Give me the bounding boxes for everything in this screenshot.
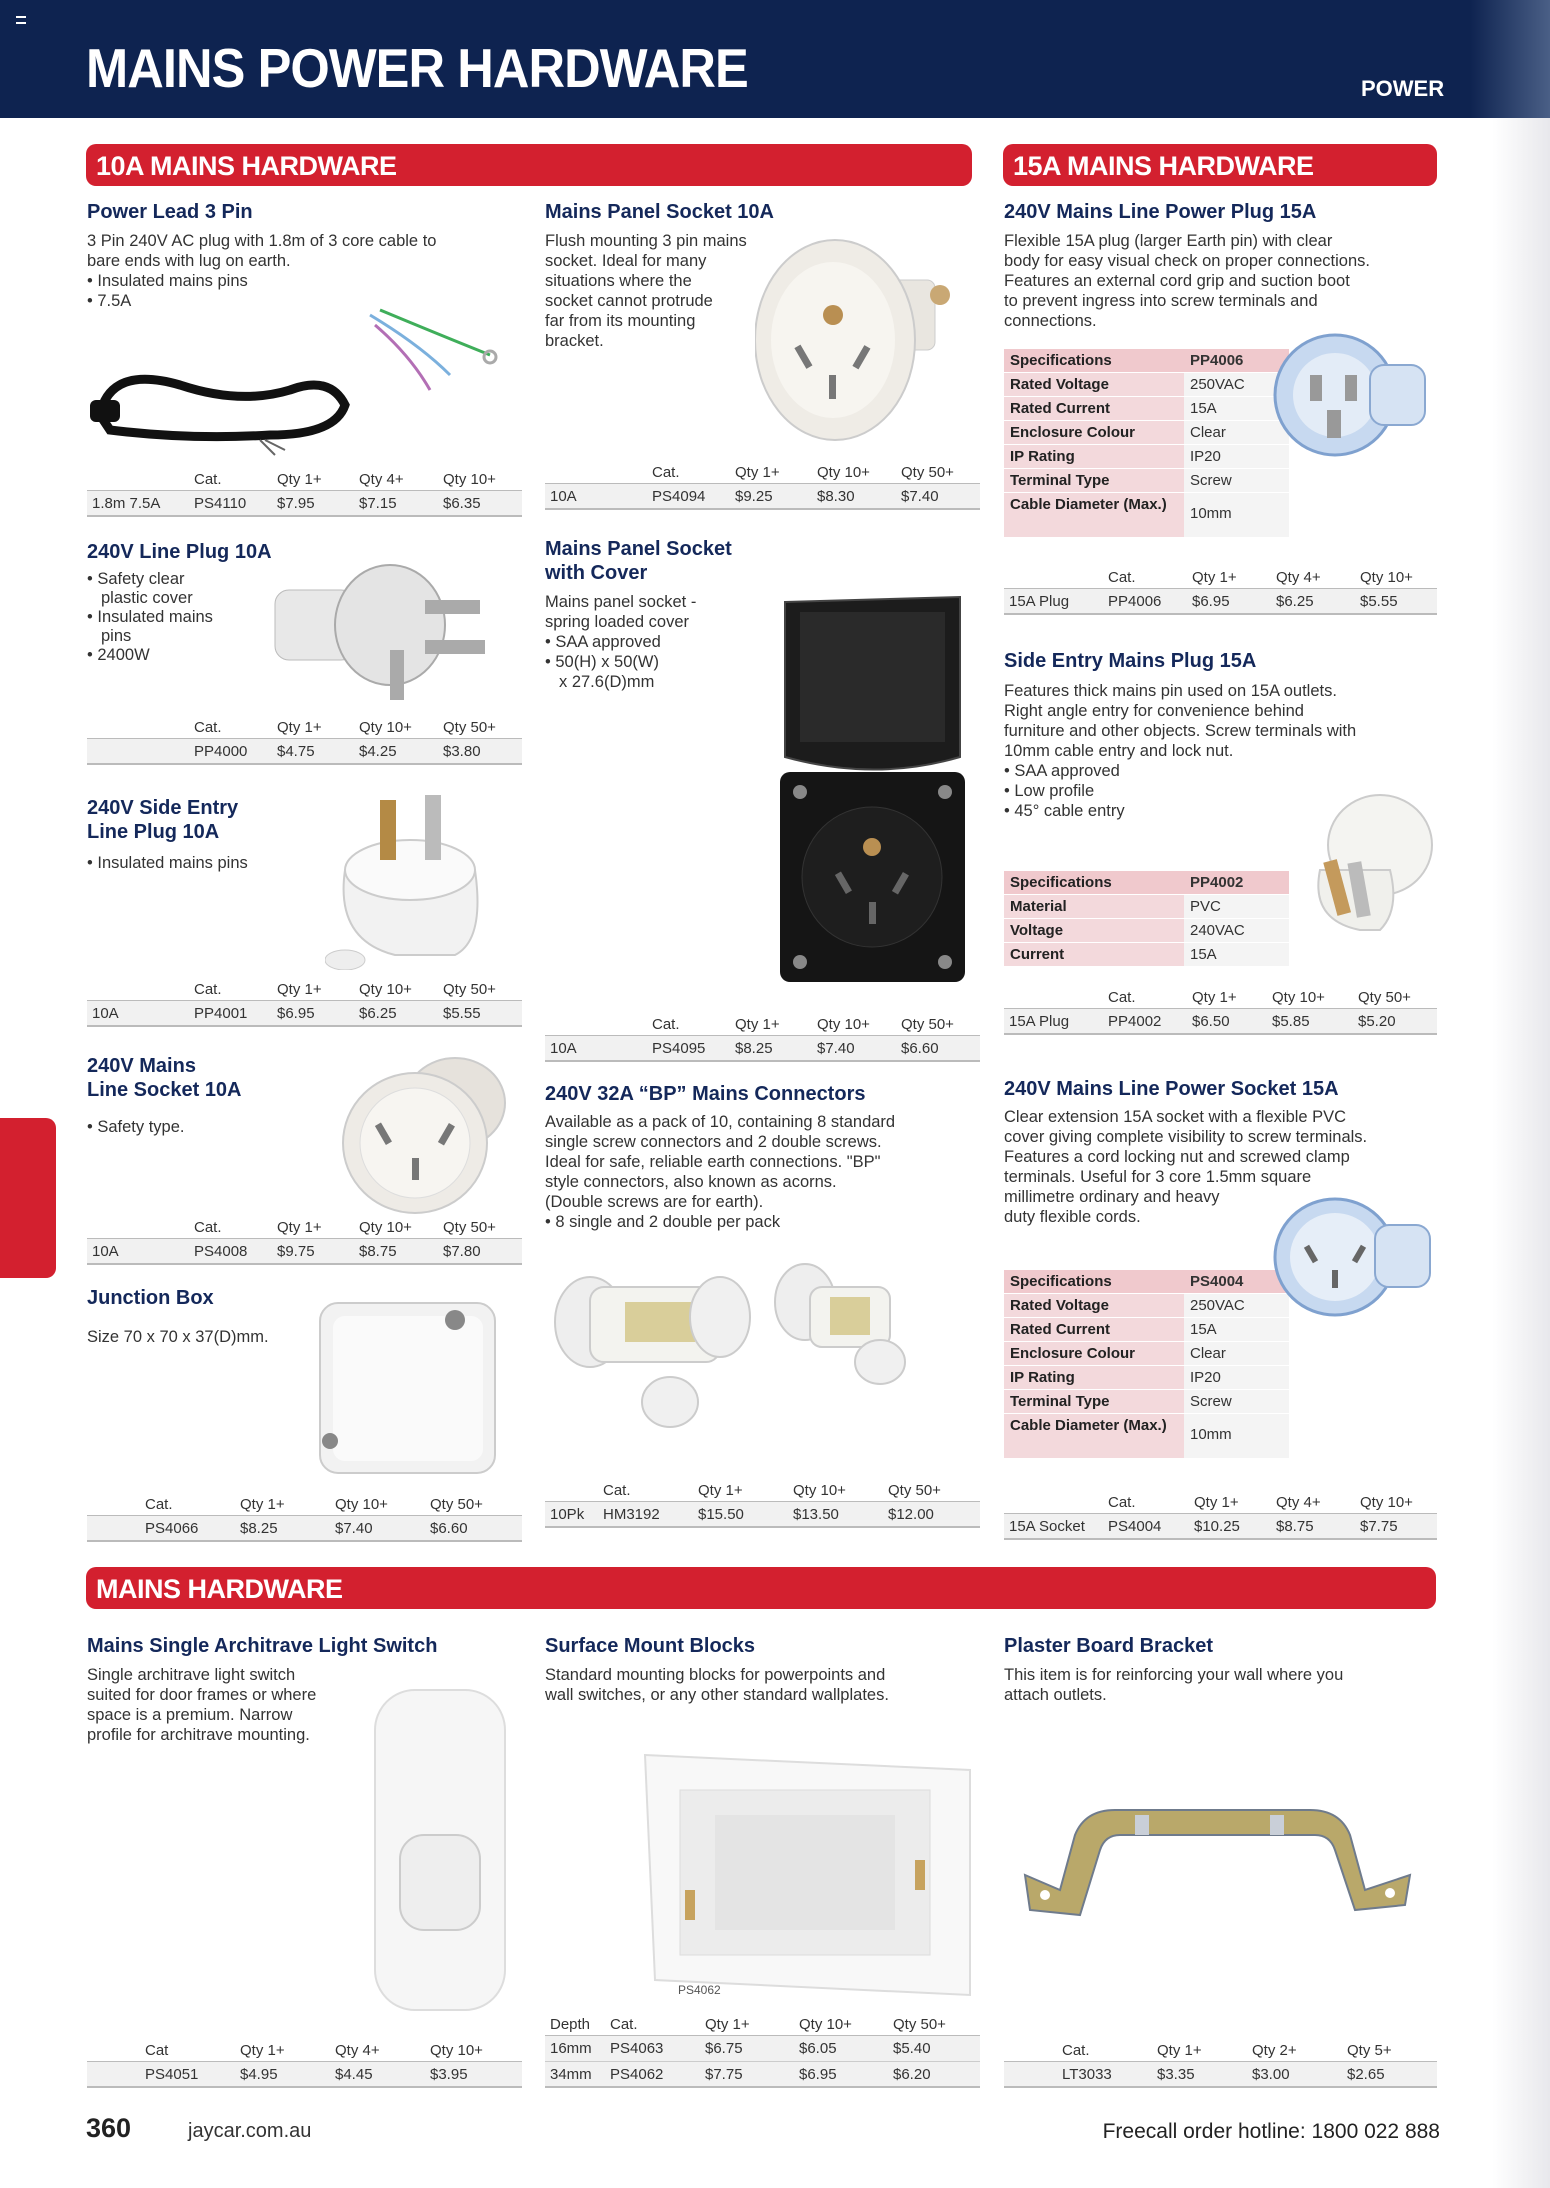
page-number: 360	[86, 2113, 132, 2143]
price-table: Cat. Qty 1+ Qty 10+ Qty 50+ 10A PS4095 $8.25 $7.40 $6.60	[545, 1012, 980, 1062]
price-table: Cat. Qty 1+ Qty 10+ Qty 50+ 10A PP4001 $6.95 $6.25 $5.55	[87, 977, 522, 1027]
panel-socket-image	[755, 235, 955, 450]
product-title: Plaster Board Bracket	[1004, 1635, 1213, 1657]
light-switch-image	[370, 1685, 510, 2015]
product-title: 240V 32A “BP” Mains Connectors	[545, 1083, 866, 1105]
price-table: Cat. Qty 1+ Qty 2+ Qty 5+ LT3033 $3.35 $3.00 $2.65	[1004, 2038, 1437, 2088]
product-title: Mains Panel Socket 10A	[545, 201, 774, 223]
product-title: Mains Panel Socket with Cover	[545, 538, 732, 584]
product-description: Available as a pack of 10, containing 8 standard single screw connectors and 2 double screws. Ideal for safe, reliable earth connections. "BP" style connectors, also known as acorns. (Double screws are for earth). • 8 single and 2 double per pack	[545, 1113, 896, 1231]
price-table: Cat Qty 1+ Qty 4+ Qty 10+ PS4051 $4.95 $4.45 $3.95	[87, 2038, 522, 2088]
product-description: 3 Pin 240V AC plug with 1.8m of 3 core cable to bare ends with lug on earth. • Insulated mains pins • 7.5A	[87, 232, 437, 310]
price-table: Cat. Qty 1+ Qty 10+ Qty 50+ 10A PS4008 $9.75 $8.75 $7.80	[87, 1215, 522, 1265]
spec-table: Specifications PS4004 Rated Voltage 250VAC Rated Current 15A Enclosure Colour Clear IP Rating IP20 Terminal Type Screw Cable Diameter (Max.) 10mm	[1004, 1270, 1289, 1459]
product-description: • Safety type.	[87, 1118, 185, 1136]
band-10a: 10A MAINS HARDWARE	[86, 144, 972, 186]
junction-box-image	[315, 1298, 500, 1478]
page-header	[0, 0, 1550, 118]
product-title: Junction Box	[87, 1287, 214, 1309]
power-lead-image	[90, 305, 520, 465]
hotline-text: Freecall order hotline: 1800 022 888	[1102, 2120, 1440, 2143]
site-link[interactable]: jaycar.com.au	[188, 2120, 312, 2142]
price-table: Cat. Qty 1+ Qty 4+ Qty 10+ 15A Socket PS4004 $10.25 $8.75 $7.75	[1004, 1490, 1437, 1540]
band-15a: 15A MAINS HARDWARE	[1003, 144, 1437, 186]
bp-connectors-image	[550, 1262, 930, 1437]
socket15-image	[1270, 1195, 1440, 1325]
product-description: Standard mounting blocks for powerpoints and wall switches, or any other standard wallplates.	[545, 1666, 889, 1704]
header-shade	[1470, 0, 1550, 118]
section-label: POWER	[1361, 76, 1445, 101]
price-table: Cat. Qty 1+ Qty 10+ Qty 50+ 15A Plug PP4002 $6.50 $5.85 $5.20	[1004, 985, 1437, 1035]
price-table: Cat. Qty 1+ Qty 4+ Qty 10+ 15A Plug PP4006 $6.95 $6.25 $5.55	[1004, 565, 1437, 615]
product-title: Power Lead 3 Pin	[87, 201, 253, 223]
menu-icon[interactable]	[16, 16, 26, 24]
spec-table: Specifications PP4006 Rated Voltage 250VAC Rated Current 15A Enclosure Colour Clear IP Rating IP20 Terminal Type Screw Cable Diameter (Max.) 10mm	[1004, 349, 1289, 538]
product-description: Single architrave light switch suited for door frames or where space is a premium. Narrow profile for architrave mounting.	[87, 1666, 317, 1744]
product-title: Surface Mount Blocks	[545, 1635, 756, 1657]
product-title: 240V Mains Line Power Socket 15A	[1004, 1078, 1339, 1100]
page-title: MAINS POWER HARDWARE	[86, 37, 748, 99]
product-title: 240V Mains Line Power Plug 15A	[1004, 201, 1317, 223]
price-table: Cat. Qty 1+ Qty 10+ Qty 50+ PP4000 $4.75 $4.25 $3.80	[87, 715, 522, 765]
image-caption: PS4062	[678, 1983, 721, 1997]
product-description: Flush mounting 3 pin mains socket. Ideal for many situations where the socket cannot protrude far from its mounting bracket.	[545, 232, 747, 350]
line-plug-image	[270, 560, 510, 705]
band-mains: MAINS HARDWARE	[86, 1567, 1436, 1609]
product-description: Clear extension 15A socket with a flexible PVC cover giving complete visibility to screw terminals. Features a cord locking nut and screwed clamp terminals. Useful for 3 core 1.5mm square millimetre ordinary and heavy duty flexible cords.	[1004, 1108, 1368, 1226]
product-title: 240V Line Plug 10A	[87, 541, 272, 563]
product-description: • Insulated mains pins	[87, 854, 248, 872]
spec-table: Specifications PP4002 Material PVC Voltage 240VAC Current 15A	[1004, 871, 1289, 967]
product-description: • Safety clear plastic cover • Insulated mains pins • 2400W	[87, 570, 213, 664]
product-title: 240V Side Entry Line Plug 10A	[87, 797, 239, 843]
price-table: Cat. Qty 1+ Qty 10+ Qty 50+ 10A PS4094 $9.25 $8.30 $7.40	[545, 460, 980, 510]
product-title: 240V Mains Line Socket 10A	[87, 1055, 242, 1101]
product-description: Flexible 15A plug (larger Earth pin) with clear body for easy visual check on proper connections. Features an external cord grip and suction boot to prevent ingress into screw terminals and connections.	[1004, 232, 1370, 330]
price-table: Cat. Qty 1+ Qty 10+ Qty 50+ PS4066 $8.25 $7.40 $6.60	[87, 1492, 522, 1542]
product-title: Side Entry Mains Plug 15A	[1004, 650, 1257, 672]
price-table: Cat. Qty 1+ Qty 10+ Qty 50+ 10Pk HM3192 $15.50 $13.50 $12.00	[545, 1478, 980, 1528]
bracket-image	[1020, 1795, 1415, 1925]
page-edge-shade	[1492, 118, 1550, 2188]
price-table: Cat. Qty 1+ Qty 4+ Qty 10+ 1.8m 7.5A PS4110 $7.95 $7.15 $6.35	[87, 467, 522, 517]
line-socket-image	[335, 1048, 510, 1218]
product-description: Size 70 x 70 x 37(D)mm.	[87, 1328, 269, 1346]
panel-cover-image	[775, 592, 970, 987]
section-tab[interactable]	[0, 1118, 56, 1278]
product-description: Features thick mains pin used on 15A outlets. Right angle entry for convenience behind furniture and other objects. Screw terminals with 10mm cable entry and lock nut. • SAA approved • Low profile • 45° cable entry	[1004, 682, 1357, 820]
product-description: Mains panel socket - spring loaded cover • SAA approved • 50(H) x 50(W) x 27.6(D)mm	[545, 593, 697, 691]
mount-block-image	[635, 1745, 975, 2005]
side15-image	[1290, 790, 1440, 950]
plug15-image	[1270, 330, 1435, 465]
price-table: Depth Cat. Qty 1+ Qty 10+ Qty 50+ 16mm PS4063 $6.75 $6.05 $5.40 34mm PS4062 $7.75 $6.95 $6.20	[545, 2012, 980, 2088]
product-title: Mains Single Architrave Light Switch	[87, 1635, 438, 1657]
side-plug-image	[325, 790, 485, 970]
product-description: This item is for reinforcing your wall where you attach outlets.	[1004, 1666, 1344, 1704]
